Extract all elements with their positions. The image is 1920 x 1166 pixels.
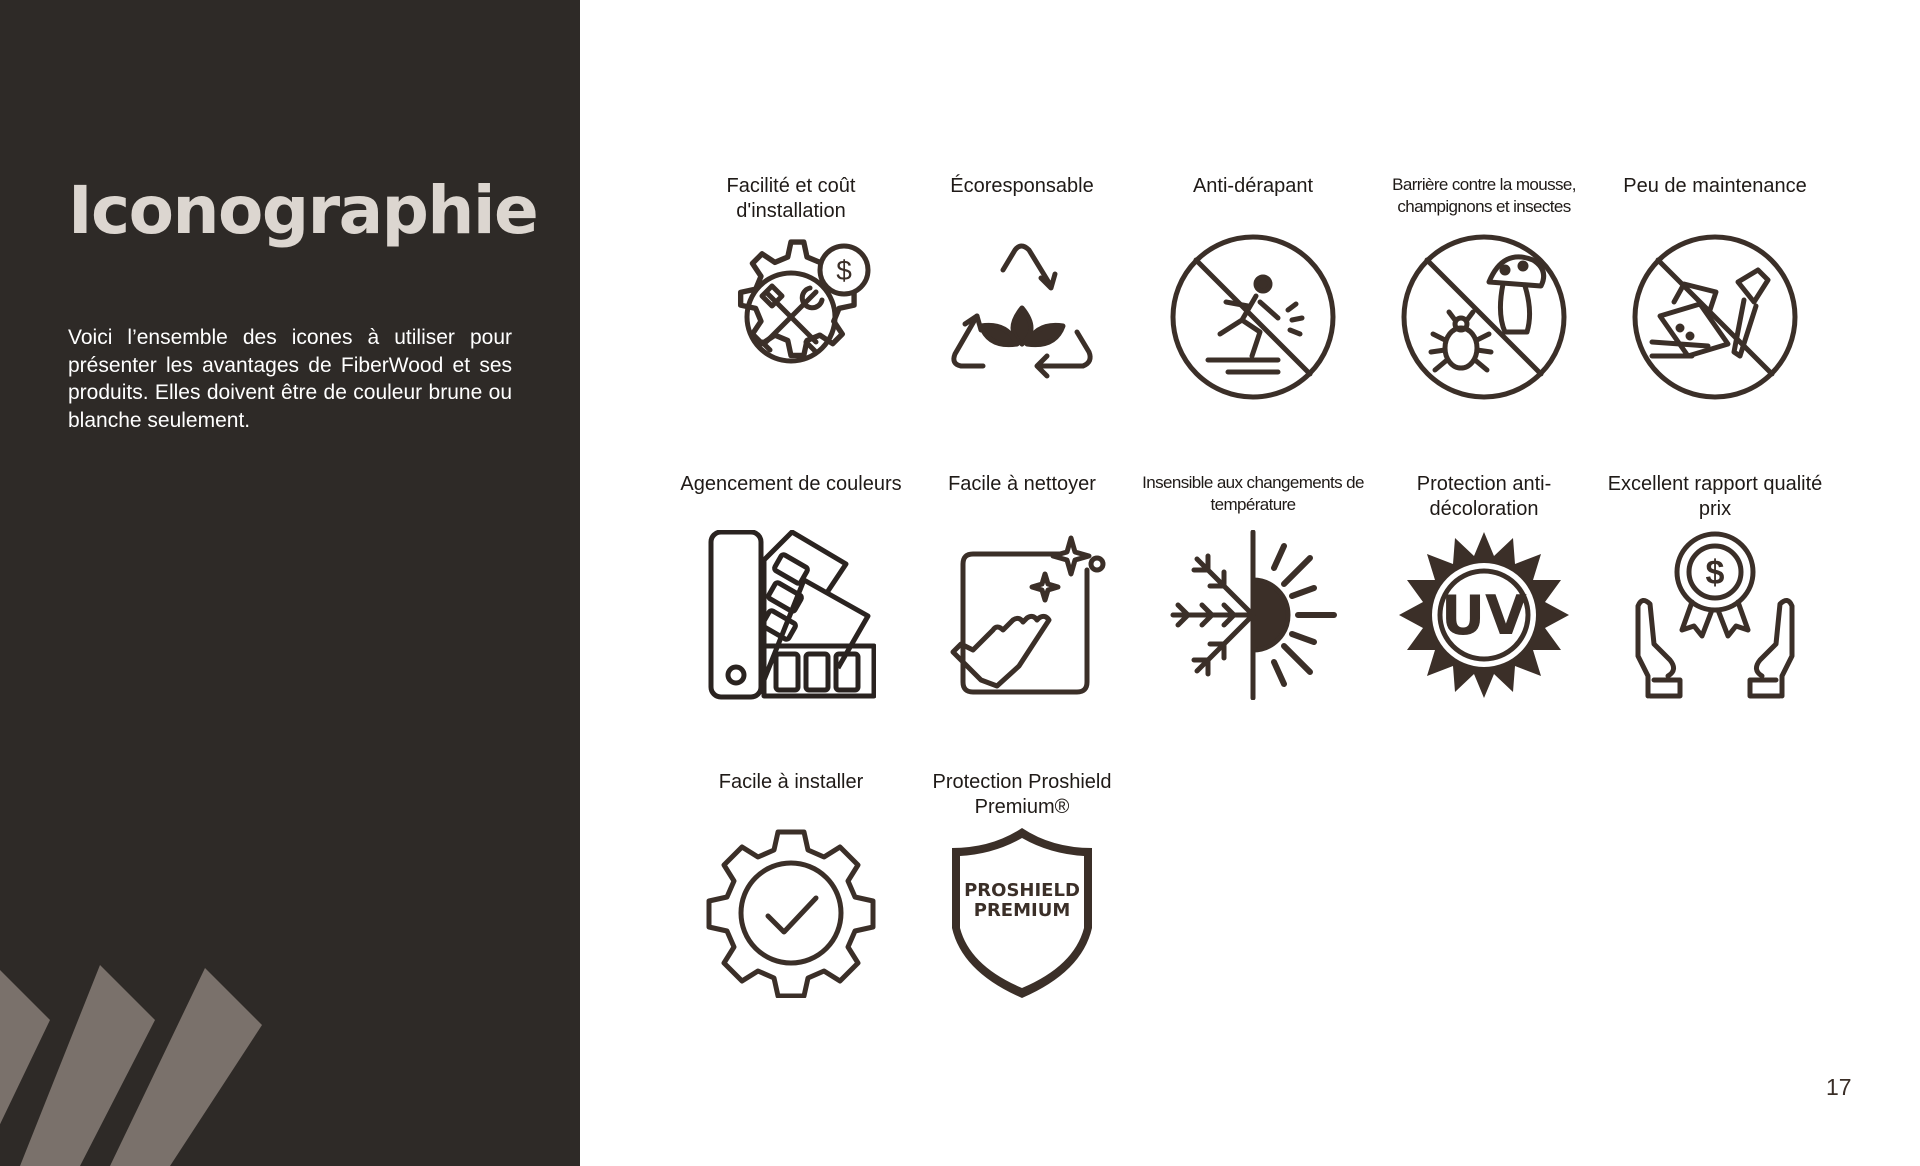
page-title: Iconographie bbox=[68, 172, 538, 249]
icon-label: Protection Proshield Premium® bbox=[932, 771, 1112, 818]
uv-sun-icon bbox=[1399, 530, 1569, 700]
svg-text:$: $ bbox=[836, 255, 852, 286]
icon-label: Barrière contre la mousse, champignons et insectes bbox=[1392, 175, 1576, 216]
chevron-shape bbox=[110, 968, 262, 1166]
icon-label: Protection anti-décoloration bbox=[1416, 473, 1552, 520]
icon-label: Excellent rapport qualité prix bbox=[1607, 473, 1823, 520]
icon-label: Peu de maintenance bbox=[1623, 175, 1807, 197]
hands-medal-dollar-icon bbox=[1630, 530, 1800, 700]
icon-label: Écoresponsable bbox=[950, 175, 1094, 197]
icon-label: Anti-dérapant bbox=[1192, 175, 1314, 197]
badge-line2: PREMIUM bbox=[973, 900, 1071, 921]
svg-text:$: $ bbox=[1705, 554, 1725, 592]
snow-sun-icon bbox=[1168, 530, 1338, 700]
badge-line1: PROSHIELD bbox=[964, 880, 1080, 901]
icon-label: Facile à nettoyer bbox=[948, 473, 1096, 495]
chevron-decoration bbox=[0, 960, 300, 1166]
uv-text: UV bbox=[1441, 584, 1527, 647]
icon-label: Facilité et coût d'installation bbox=[726, 175, 856, 222]
no-brush-maintenance-icon bbox=[1630, 232, 1800, 402]
recycle-leaves-icon bbox=[937, 232, 1107, 402]
gear-check-icon bbox=[706, 828, 876, 998]
page-description: Voici l’ensemble des icones à utiliser pour présenter les avantages de FiberWood et ses produits. Elles doivent être de couleur brune ou blanche seulement. bbox=[68, 326, 512, 432]
gear-tools-dollar-icon bbox=[706, 232, 876, 402]
icon-label: Agencement de couleurs bbox=[680, 473, 902, 495]
clean-hand-sparkle-icon bbox=[937, 530, 1107, 700]
color-swatch-icon bbox=[706, 530, 876, 700]
sidebar-panel bbox=[0, 0, 580, 1166]
icon-label: Insensible aux changements de température bbox=[1142, 473, 1364, 514]
page-number: 17 bbox=[1826, 1074, 1852, 1100]
no-mushroom-bug-icon bbox=[1399, 232, 1569, 402]
no-slip-icon bbox=[1168, 232, 1338, 402]
icon-label: Facile à installer bbox=[718, 771, 864, 793]
proshield-badge-icon bbox=[937, 828, 1107, 998]
